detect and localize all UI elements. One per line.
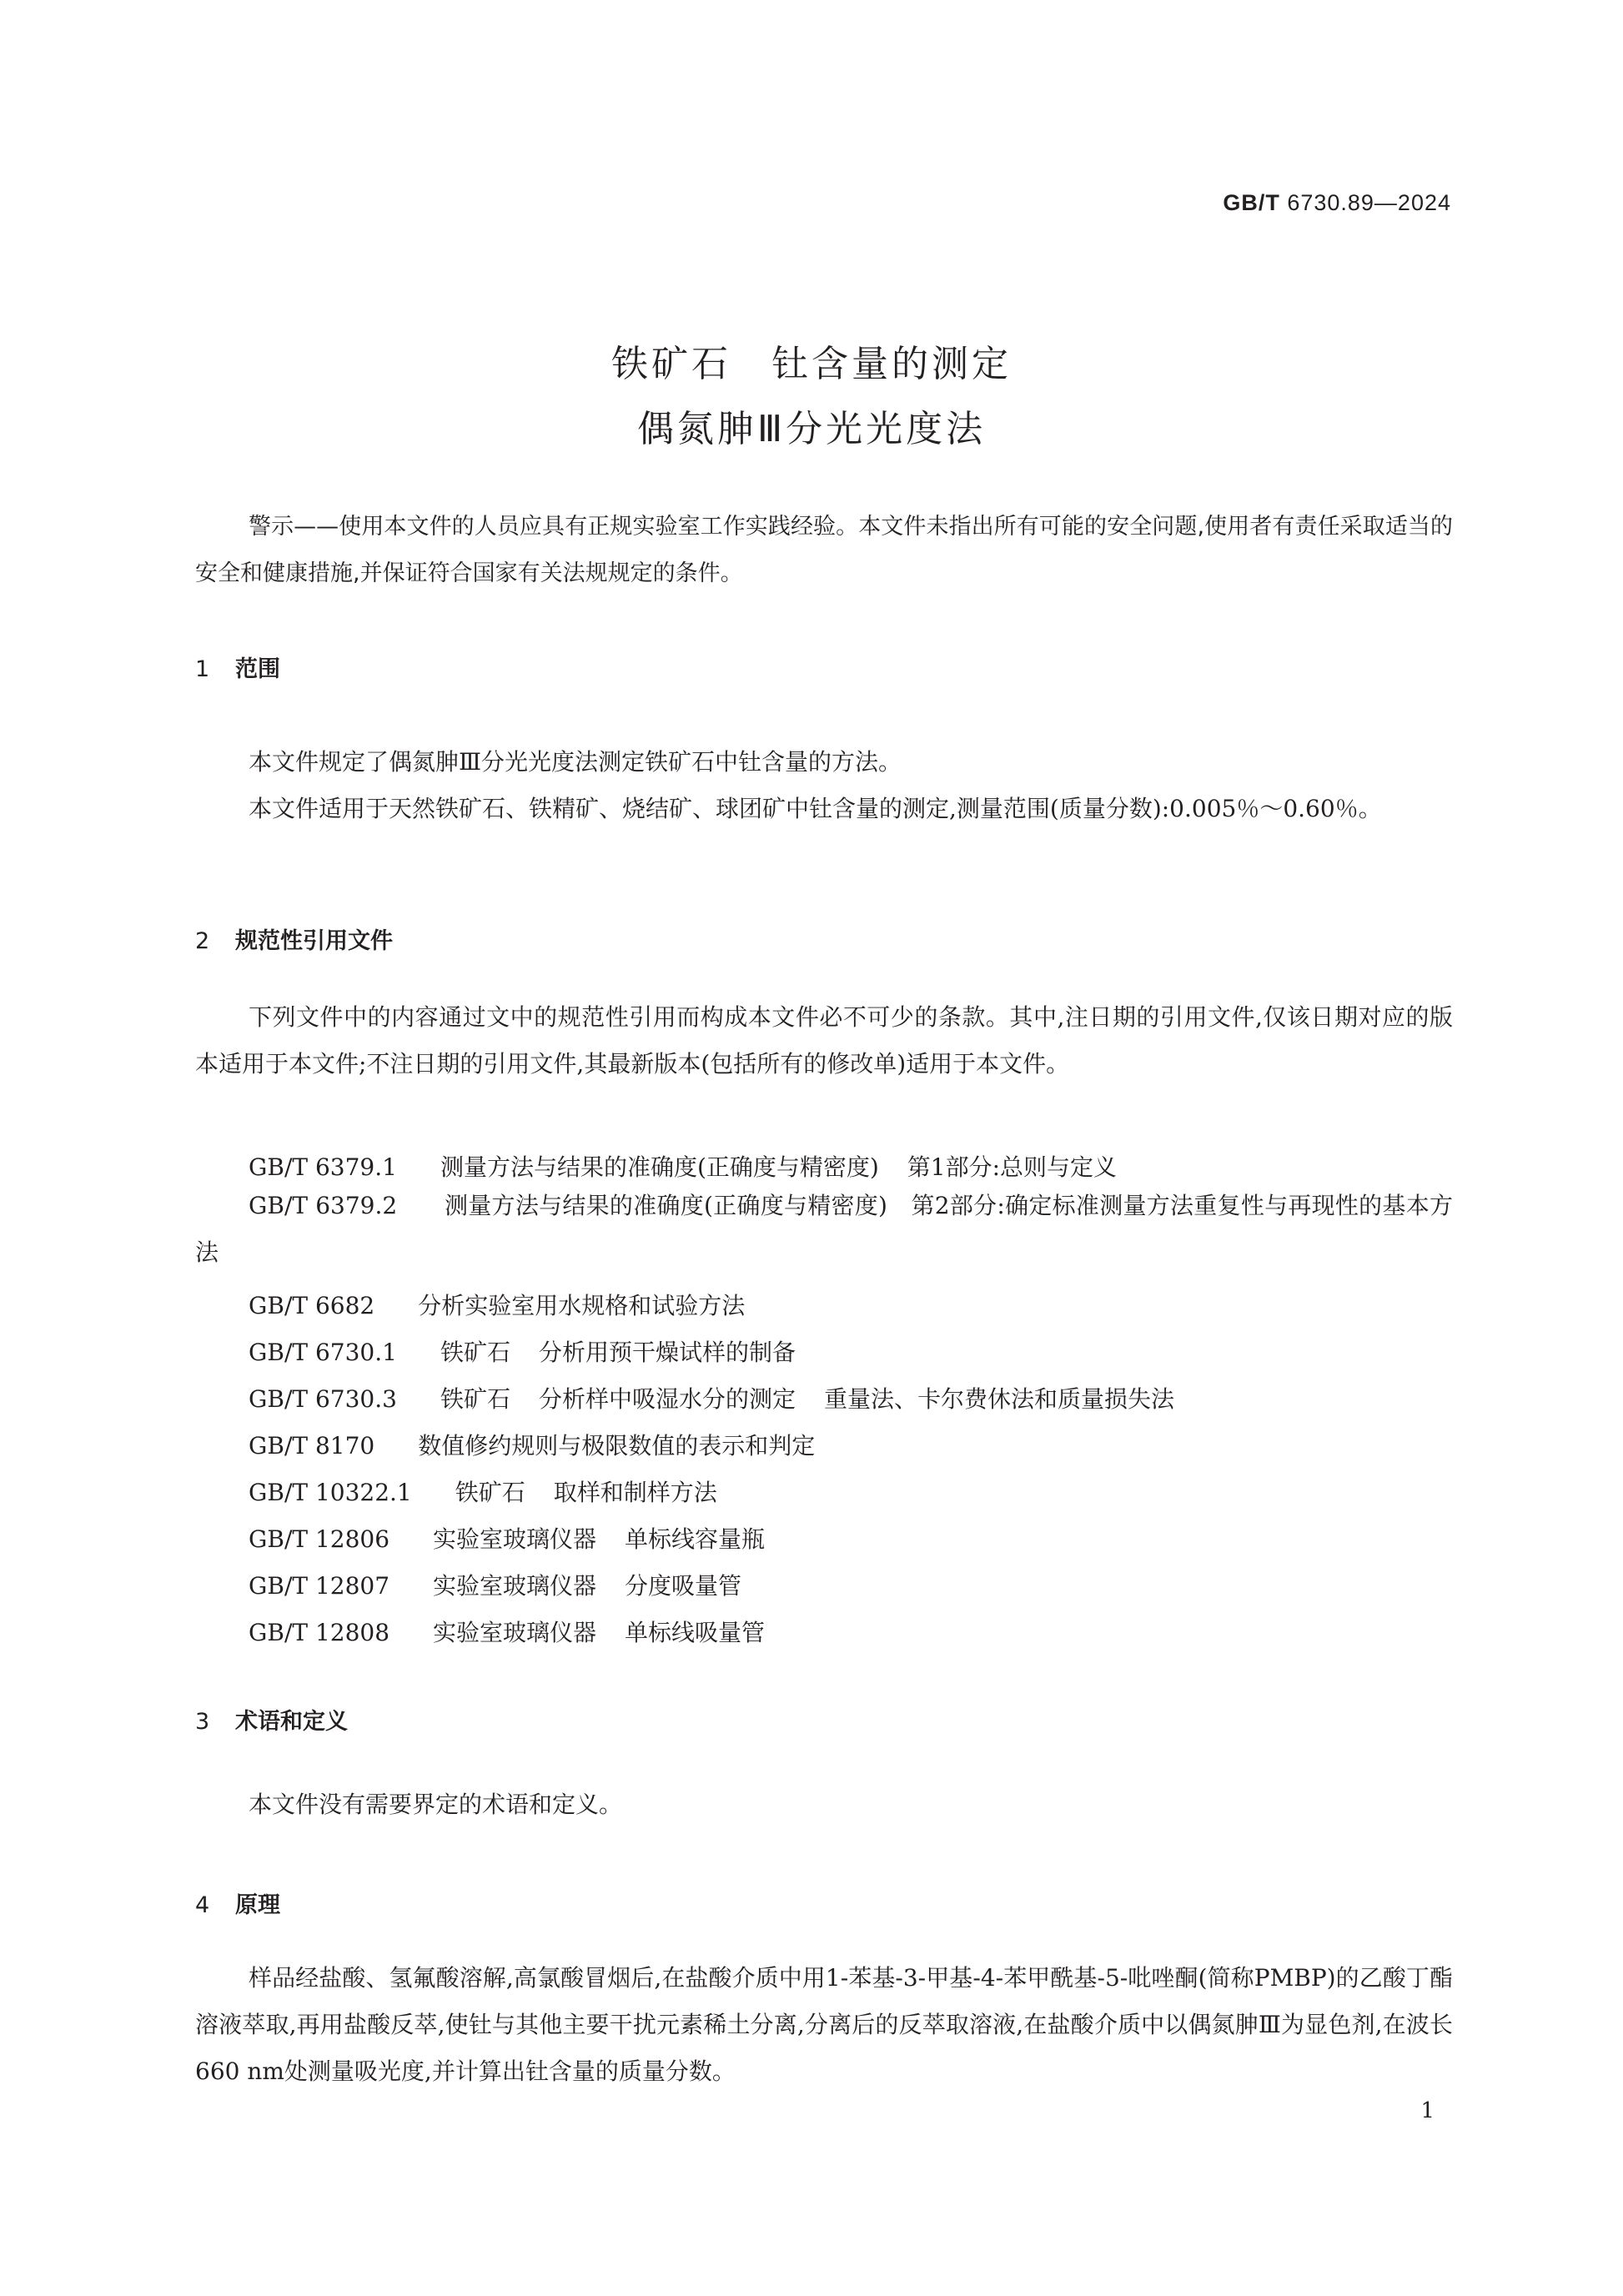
reference-title: 实验室玻璃仪器 bbox=[433, 1572, 597, 1600]
reference-title: 实验室玻璃仪器 bbox=[433, 1619, 597, 1646]
standard-number: 6730.89—2024 bbox=[1287, 190, 1451, 215]
reference-title: 测量方法与结果的准确度(正确度与精密度) bbox=[445, 1192, 887, 1219]
reference-part: 单标线吸量管 bbox=[625, 1619, 766, 1646]
reference-item bbox=[249, 1428, 815, 1461]
reference-code: GB/T 6379.2 bbox=[249, 1192, 398, 1219]
section-heading-principle bbox=[195, 1887, 280, 1919]
reference-item bbox=[249, 1521, 765, 1555]
reference-code: GB/T 12807 bbox=[249, 1572, 390, 1600]
reference-part: 第2部分:确定标准测量方法重复性与再现性的基本方法 bbox=[195, 1192, 1453, 1266]
section-heading-terms-definitions bbox=[195, 1703, 348, 1736]
page-number: 1 bbox=[1420, 2098, 1435, 2123]
section-number: 1 bbox=[195, 656, 210, 682]
reference-title: 实验室玻璃仪器 bbox=[433, 1525, 597, 1553]
section-title: 原理 bbox=[235, 1892, 280, 1918]
references-intro-paragraph: 下列文件中的内容通过文中的规范性引用而构成本文件必不可少的条款。其中,注日期的引用文件,仅该日期对应的版本适用于本文件;不注日期的引用文件,其最新版本(包括所有的修改单)适用于本文件。 bbox=[195, 1003, 1453, 1078]
reference-item bbox=[249, 1334, 796, 1368]
section-heading-normative-references bbox=[195, 922, 393, 955]
reference-item bbox=[249, 1288, 745, 1321]
reference-title: 铁矿石 bbox=[440, 1339, 510, 1366]
terms-paragraph: 本文件没有需要界定的术语和定义。 bbox=[249, 1791, 623, 1818]
scope-paragraph-2: 本文件适用于天然铁矿石、铁精矿、烧结矿、球团矿中钍含量的测定,测量范围(质量分数):0.005％～0.60％。 bbox=[249, 795, 1382, 822]
reference-item bbox=[249, 1615, 765, 1648]
reference-title: 分析实验室用水规格和试验方法 bbox=[418, 1292, 746, 1319]
reference-item bbox=[195, 1183, 1453, 1276]
principle-paragraph: 样品经盐酸、氢氟酸溶解,高氯酸冒烟后,在盐酸介质中用1-苯基-3-甲基-4-苯甲酰基-5-吡唑酮(简称PMBP)的乙酸丁酯溶液萃取,再用盐酸反萃,使钍与其他主要干扰元素稀土分离,分离后的反萃取溶液,在盐酸介质中以偶氮胂Ⅲ为显色剂,在波长660 nm处测量吸光度,并计算出钍含量的质量分数。 bbox=[195, 1964, 1453, 2085]
reference-title: 铁矿石 bbox=[440, 1385, 510, 1413]
reference-code: GB/T 8170 bbox=[249, 1432, 375, 1459]
section-number: 2 bbox=[195, 928, 210, 954]
reference-code: GB/T 6730.3 bbox=[249, 1385, 397, 1413]
reference-title: 测量方法与结果的准确度(正确度与精密度) bbox=[440, 1153, 879, 1181]
reference-part: 单标线容量瓶 bbox=[625, 1525, 766, 1553]
document-title-line-2: 偶氮胂Ⅲ分光光度法 bbox=[636, 408, 987, 450]
reference-item bbox=[249, 1149, 1117, 1183]
reference-part: 分度吸量管 bbox=[625, 1572, 742, 1600]
section-number: 3 bbox=[195, 1709, 210, 1735]
reference-part: 分析用预干燥试样的制备 bbox=[538, 1339, 796, 1366]
reference-item bbox=[249, 1381, 1174, 1414]
reference-code: GB/T 6730.1 bbox=[249, 1339, 397, 1366]
reference-code: GB/T 12808 bbox=[249, 1619, 390, 1646]
reference-code: GB/T 10322.1 bbox=[249, 1479, 412, 1506]
reference-item bbox=[249, 1475, 717, 1508]
section-title: 术语和定义 bbox=[235, 1709, 348, 1735]
reference-part: 分析样中吸湿水分的测定 bbox=[538, 1385, 796, 1413]
reference-extra: 重量法、卡尔费休法和质量损失法 bbox=[823, 1385, 1174, 1413]
standard-code bbox=[1223, 190, 1451, 216]
section-heading-scope bbox=[195, 651, 280, 683]
reference-code: GB/T 6682 bbox=[249, 1292, 375, 1319]
warning-paragraph: 警示——使用本文件的人员应具有正规实验室工作实践经验。本文件未指出所有可能的安全问题,使用者有责任采取适当的安全和健康措施,并保证符合国家有关法规规定的条件。 bbox=[195, 514, 1453, 586]
reference-title: 铁矿石 bbox=[455, 1479, 525, 1506]
standard-prefix: GB/T bbox=[1223, 190, 1280, 215]
section-number: 4 bbox=[195, 1892, 210, 1918]
reference-part: 取样和制样方法 bbox=[553, 1479, 717, 1506]
scope-paragraph-1: 本文件规定了偶氮胂Ⅲ分光光度法测定铁矿石中钍含量的方法。 bbox=[249, 748, 902, 776]
section-title: 范围 bbox=[235, 656, 280, 682]
reference-part: 第1部分:总则与定义 bbox=[907, 1153, 1118, 1181]
reference-code: GB/T 12806 bbox=[249, 1525, 390, 1553]
reference-code: GB/T 6379.1 bbox=[249, 1153, 397, 1181]
document-title-line-1: 铁矿石 钍含量的测定 bbox=[611, 343, 1012, 385]
reference-title: 数值修约规则与极限数值的表示和判定 bbox=[418, 1432, 816, 1459]
section-title: 规范性引用文件 bbox=[235, 928, 393, 954]
reference-item bbox=[249, 1568, 741, 1601]
